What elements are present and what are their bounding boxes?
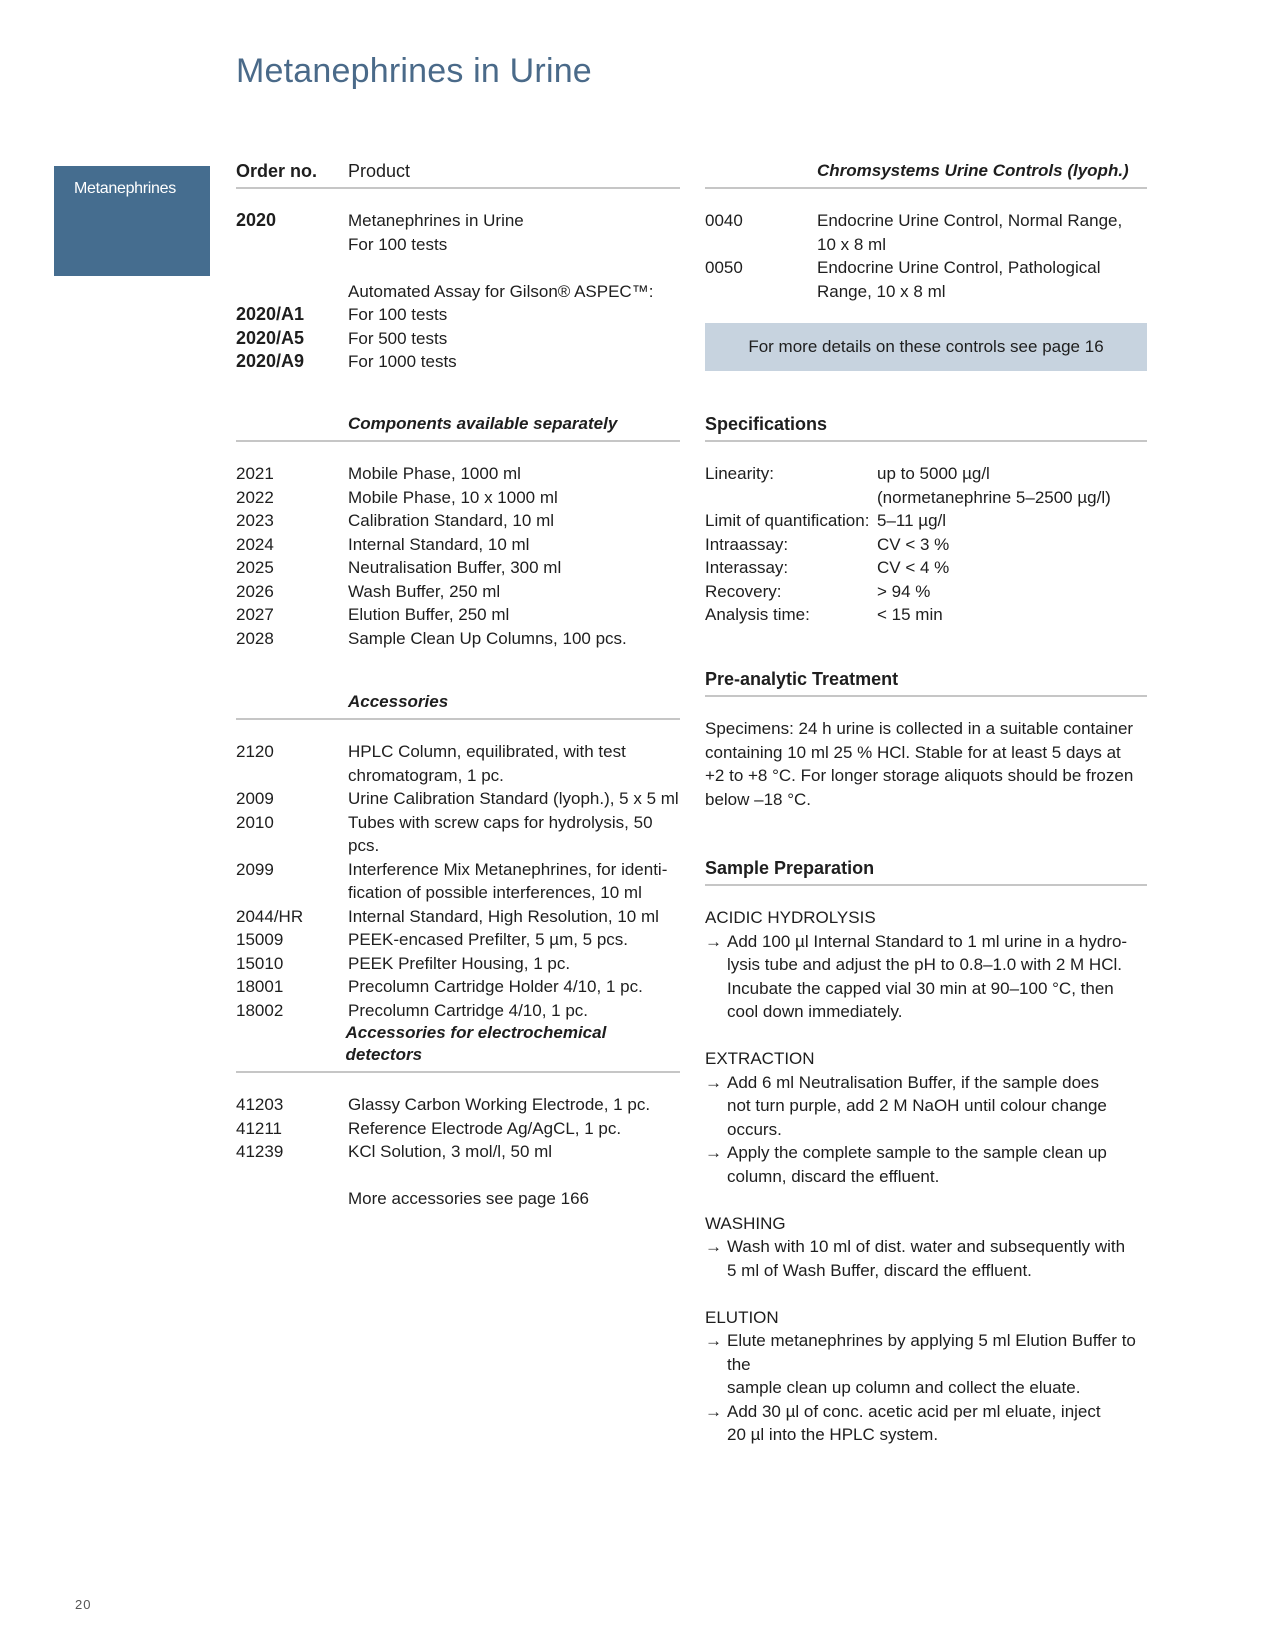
preanalytic-text-line: containing 10 ml 25 % HCl. Stable for at least 5 days at	[705, 742, 1121, 762]
order-number: 2024	[236, 534, 274, 554]
arrow-right-icon: →	[705, 931, 722, 951]
step-text: not turn purple, add 2 M NaOH until colour change	[727, 1096, 1107, 1115]
step-text: cool down immediately.	[727, 1002, 903, 1021]
preanalytic-text-line: +2 to +8 °C. For longer storage aliquots should be frozen	[705, 766, 1134, 785]
ec-accessories-header	[236, 1023, 680, 1073]
ec-accessories-title: Accessories for electrochemical detectors	[345, 1023, 607, 1064]
product-name: Glassy Carbon Working Electrode, 1 pc.	[348, 1095, 651, 1114]
section-tab: Metanephrines	[54, 166, 210, 276]
order-number: 2020/A9	[236, 351, 305, 371]
spec-label: Analysis time:	[705, 605, 810, 624]
step-text: 5 ml of Wash Buffer, discard the effluent.	[727, 1260, 1032, 1280]
spec-value: < 15 min	[877, 605, 943, 624]
order-number: 2025	[236, 558, 274, 577]
product-detail: For 100 tests	[348, 234, 448, 254]
product-name: Reference Electrode Ag/AgCL, 1 pc.	[348, 1118, 622, 1138]
product-name: Sample Clean Up Columns, 100 pcs.	[348, 628, 627, 648]
accessories-header	[236, 691, 680, 720]
product-column-header: Product	[348, 161, 411, 181]
order-table-header	[236, 160, 680, 189]
table-row	[236, 580, 680, 604]
table-row	[236, 1093, 680, 1117]
product-name: Wash Buffer, 250 ml	[348, 581, 501, 601]
product-name: Endocrine Urine Control, Normal Range,	[817, 211, 1123, 230]
order-number: 41211	[236, 1118, 283, 1138]
page-number: 20	[75, 1597, 92, 1612]
table-row	[236, 533, 680, 557]
spec-value: CV < 3 %	[877, 534, 950, 554]
step-text: Elute metanephrines by applying 5 ml Elution Buffer to the	[727, 1331, 1136, 1374]
controls-title: Chromsystems Urine Controls (lyoph.)	[817, 161, 1129, 180]
page-title: Metanephrines in Urine	[236, 52, 592, 90]
order-number: 18001	[236, 977, 284, 996]
product-detail: For 500 tests	[348, 328, 448, 348]
product-detail: 10 x 8 ml	[817, 234, 886, 254]
components-title: Components available separately	[348, 414, 618, 433]
product-detail: For 100 tests	[348, 305, 448, 324]
table-row	[236, 556, 680, 580]
specifications-title: Specifications	[705, 414, 828, 434]
step-item	[705, 1071, 1147, 1142]
product-name: KCl Solution, 3 mol/l, 50 ml	[348, 1142, 553, 1161]
product-name: HPLC Column, equilibrated, with test	[348, 742, 626, 761]
table-row	[236, 740, 680, 787]
step-text: 20 µl into the HPLC system.	[727, 1425, 939, 1444]
order-number: 2020	[236, 210, 277, 230]
controls-section	[705, 160, 1147, 303]
spec-label: Recovery:	[705, 581, 782, 601]
product-name: Interference Mix Metanephrines, for identi-	[348, 859, 668, 879]
spec-value: > 94 %	[877, 581, 931, 601]
sample-prep-header	[705, 857, 1147, 886]
step-title-extraction: EXTRACTION	[705, 1049, 815, 1068]
order-number: 2020/A1	[236, 304, 305, 324]
order-number: 2026	[236, 581, 274, 601]
product-name: Internal Standard, High Resolution, 10 ml	[348, 906, 659, 926]
spec-row	[705, 580, 1147, 604]
spec-row	[705, 462, 1147, 509]
table-row	[236, 603, 680, 627]
order-number: 2120	[236, 742, 274, 761]
table-row	[236, 999, 680, 1023]
product-name: Metanephrines in Urine	[348, 211, 524, 230]
step-title-elution: ELUTION	[705, 1307, 779, 1327]
order-number: 0050	[705, 258, 743, 277]
arrow-right-icon: →	[705, 1331, 722, 1350]
product-detail: chromatogram, 1 pc.	[348, 765, 504, 785]
product-name: Elution Buffer, 250 ml	[348, 605, 510, 624]
order-number: 2099	[236, 859, 274, 879]
spec-value: (normetanephrine 5–2500 µg/l)	[877, 487, 1111, 507]
order-number: 2021	[236, 464, 274, 483]
order-number: 2010	[236, 812, 274, 832]
table-row	[236, 1140, 680, 1164]
order-number	[236, 280, 348, 304]
step-text: lysis tube and adjust the pH to 0.8–1.0 with 2 M HCl.	[727, 955, 1122, 974]
sample-prep-section	[705, 857, 1147, 1447]
table-row	[705, 209, 1147, 256]
order-number: 0040	[705, 211, 743, 230]
table-row	[236, 280, 680, 304]
order-number: 15010	[236, 953, 284, 973]
arrow-right-icon: →	[705, 1237, 722, 1256]
preanalytic-title: Pre-analytic Treatment	[705, 669, 899, 689]
product-name: Internal Standard, 10 ml	[348, 534, 530, 554]
spec-value: CV < 4 %	[877, 558, 950, 577]
table-row	[236, 928, 680, 952]
table-row	[236, 209, 680, 256]
product-name: Neutralisation Buffer, 300 ml	[348, 558, 562, 577]
more-accessories-row	[236, 1187, 680, 1211]
table-row	[236, 905, 680, 929]
order-number: 15009	[236, 930, 284, 949]
step-text: Add 6 ml Neutralisation Buffer, if the sample does	[727, 1072, 1099, 1092]
spec-row	[705, 509, 1147, 533]
product-name: Precolumn Cartridge Holder 4/10, 1 pc.	[348, 977, 643, 996]
accessories-title: Accessories	[348, 692, 449, 711]
controls-note: For more details on these controls see page 16	[748, 337, 1104, 356]
controls-header	[705, 160, 1147, 189]
specifications-section	[705, 413, 1147, 627]
spec-label: Intraassay:	[705, 534, 789, 554]
sample-prep-title: Sample Preparation	[705, 858, 875, 878]
spec-label: Limit of quantification:	[705, 511, 870, 530]
order-number: 2044/HR	[236, 906, 304, 926]
product-name: Calibration Standard, 10 ml	[348, 511, 555, 530]
order-number: 2020/A5	[236, 327, 305, 348]
table-row	[236, 486, 680, 510]
spec-label: Interassay:	[705, 558, 789, 577]
table-row	[236, 952, 680, 976]
table-row	[236, 787, 680, 811]
step-text: occurs.	[727, 1119, 782, 1139]
order-number: 2009	[236, 789, 274, 808]
table-row	[705, 256, 1147, 303]
components-section	[236, 413, 680, 650]
product-name: Automated Assay for Gilson® ASPEC™:	[348, 281, 654, 301]
order-number: 2027	[236, 605, 274, 624]
order-number: 2023	[236, 511, 274, 530]
spec-label: Linearity:	[705, 464, 774, 483]
table-row	[236, 350, 680, 374]
components-header	[236, 413, 680, 442]
product-name: PEEK Prefilter Housing, 1 pc.	[348, 953, 571, 973]
table-row	[236, 1117, 680, 1141]
spec-row	[705, 533, 1147, 557]
product-name: Precolumn Cartridge 4/10, 1 pc.	[348, 1000, 589, 1020]
order-number: 41203	[236, 1095, 284, 1114]
product-detail: For 1000 tests	[348, 352, 457, 371]
preanalytic-text-line: Specimens: 24 h urine is collected in a suitable container	[705, 719, 1134, 738]
step-text: Add 30 µl of conc. acetic acid per ml eluate, inject	[727, 1401, 1101, 1421]
table-row	[236, 303, 680, 327]
spec-value: up to 5000 µg/l	[877, 464, 990, 483]
order-number: 2022	[236, 487, 274, 507]
step-item	[705, 1400, 1147, 1447]
arrow-right-icon: →	[705, 1072, 722, 1092]
controls-note-box	[705, 323, 1147, 371]
accessories-section	[236, 691, 680, 1022]
table-row	[236, 858, 680, 905]
arrow-right-icon: →	[705, 1143, 722, 1162]
step-text: sample clean up column and collect the eluate.	[727, 1378, 1081, 1397]
product-detail: Range, 10 x 8 ml	[817, 281, 946, 301]
step-item	[705, 1141, 1147, 1188]
product-name: PEEK-encased Prefilter, 5 µm, 5 pcs.	[348, 930, 629, 949]
product-name: Tubes with screw caps for hydrolysis, 50 pcs.	[348, 812, 653, 855]
product-name: Endocrine Urine Control, Pathological	[817, 258, 1101, 277]
product-name: Mobile Phase, 1000 ml	[348, 464, 521, 483]
product-detail: fication of possible interferences, 10 ml	[348, 883, 642, 902]
product-name: Urine Calibration Standard (lyoph.), 5 x 5 ml	[348, 789, 679, 808]
preanalytic-section	[705, 668, 1147, 811]
table-row	[236, 462, 680, 486]
order-table	[236, 160, 680, 374]
step-item	[705, 1235, 1147, 1282]
step-item	[705, 1329, 1147, 1400]
step-title-washing: WASHING	[705, 1213, 786, 1233]
ec-accessories-section	[236, 1023, 680, 1211]
product-name: Mobile Phase, 10 x 1000 ml	[348, 487, 558, 507]
spec-row	[705, 556, 1147, 580]
table-row	[236, 811, 680, 858]
step-title-acidic-hydrolysis: ACIDIC HYDROLYSIS	[705, 908, 876, 927]
table-row	[236, 509, 680, 533]
preanalytic-text-line: below –18 °C.	[705, 789, 812, 809]
step-text: Apply the complete sample to the sample clean up	[727, 1143, 1107, 1162]
order-number: 18002	[236, 1000, 284, 1020]
step-text: Add 100 µl Internal Standard to 1 ml urine in a hydro-	[727, 931, 1128, 951]
table-row	[236, 627, 680, 651]
preanalytic-header	[705, 668, 1147, 697]
step-text: column, discard the effluent.	[727, 1166, 940, 1186]
spec-value: 5–11 µg/l	[877, 511, 947, 530]
order-number: 41239	[236, 1142, 284, 1161]
arrow-right-icon: →	[705, 1401, 722, 1421]
table-row	[236, 975, 680, 999]
step-text: Incubate the capped vial 30 min at 90–100 °C, then	[727, 978, 1114, 998]
table-row	[236, 327, 680, 351]
more-accessories-note: More accessories see page 166	[348, 1189, 589, 1208]
step-item	[705, 930, 1147, 1024]
order-number: 2028	[236, 628, 274, 648]
specifications-header	[705, 413, 1147, 442]
step-text: Wash with 10 ml of dist. water and subsequently with	[727, 1237, 1126, 1256]
spec-row	[705, 603, 1147, 627]
order-no-column-header: Order no.	[236, 161, 318, 181]
